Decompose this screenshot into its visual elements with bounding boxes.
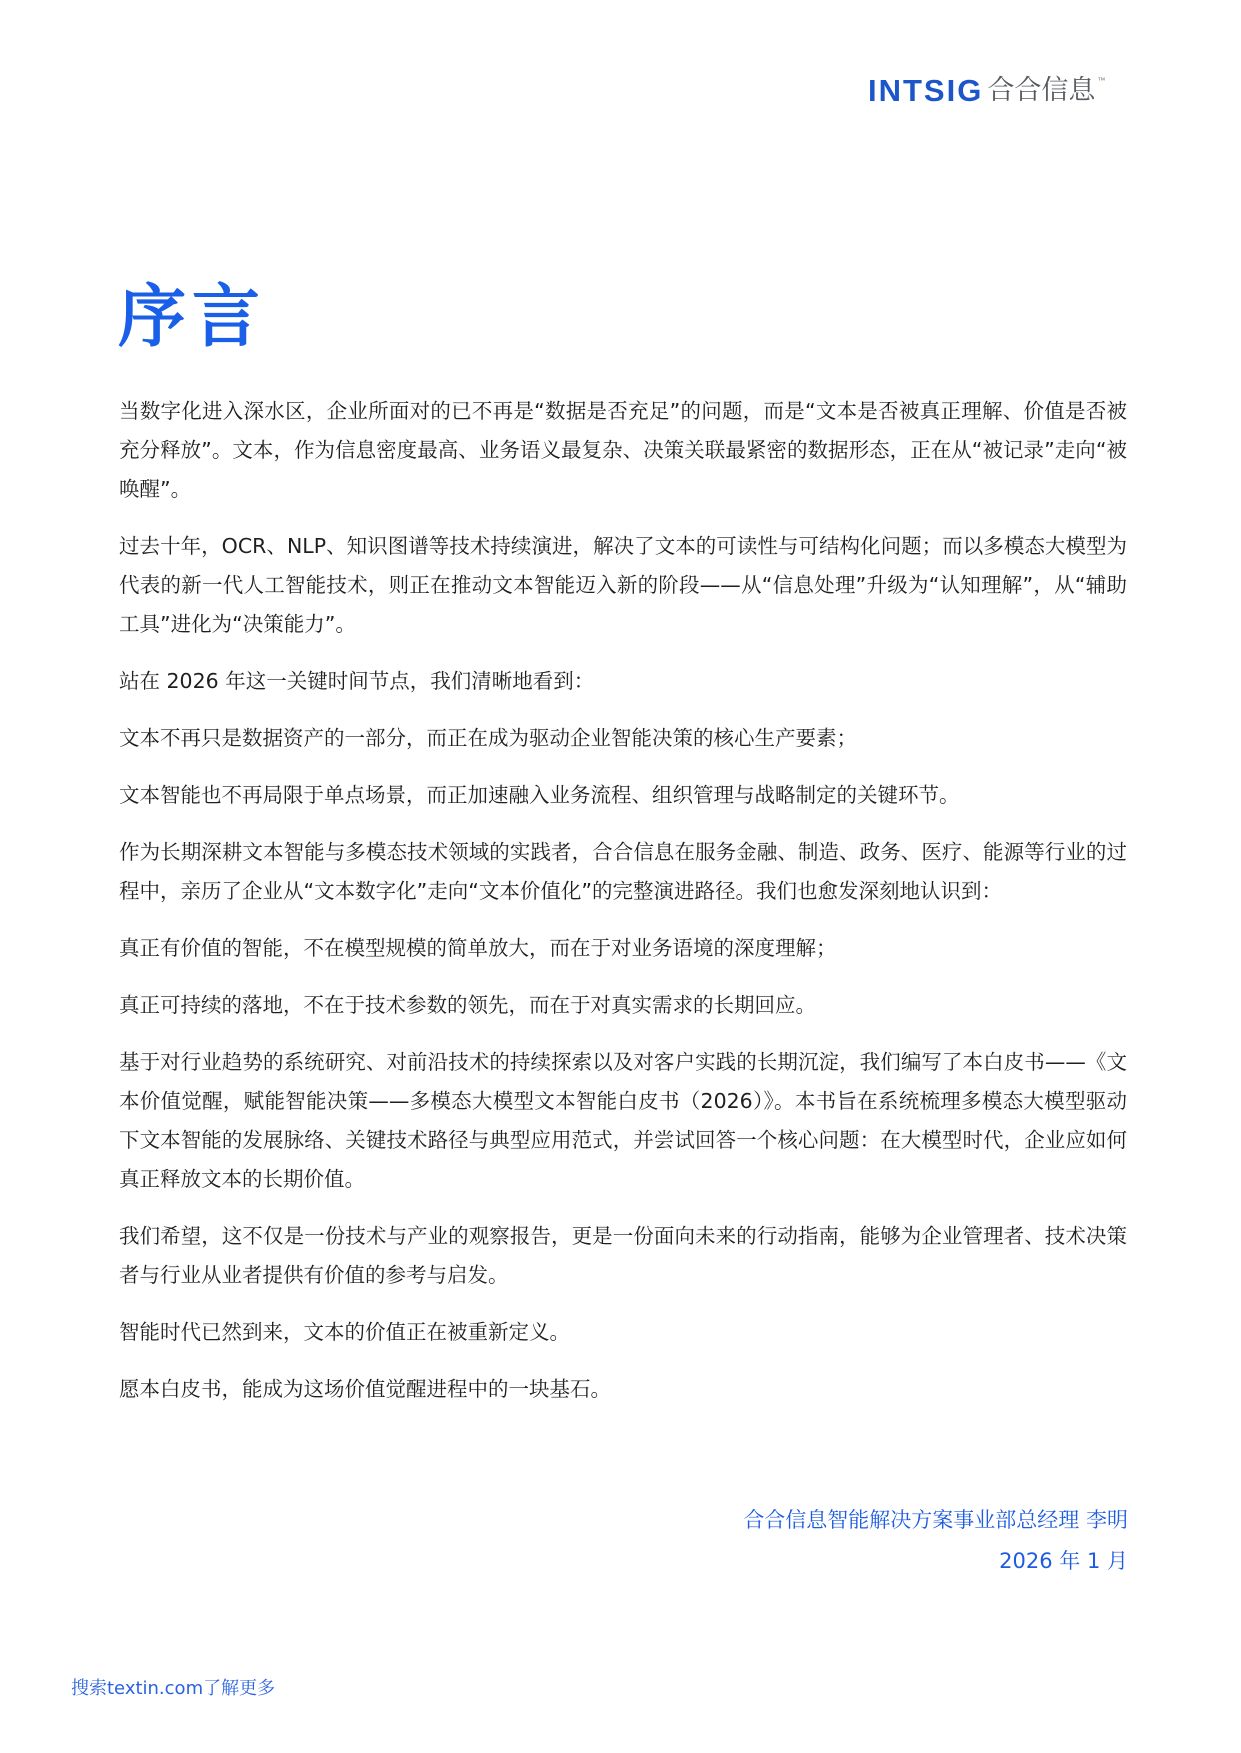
paragraph: 文本不再只是数据资产的一部分，而正在成为驱动企业智能决策的核心生产要素； (119, 726, 857, 750)
paragraph: 文本智能也不再局限于单点场景，而正加速融入业务流程、组织管理与战略制定的关键环节。 (119, 783, 960, 807)
paragraph: 站在 2026 年这一关键时间节点，我们清晰地看到： (119, 669, 595, 693)
page-title: 序言 (118, 277, 267, 357)
paragraph: 智能时代已然到来，文本的价值正在被重新定义。 (119, 1320, 570, 1344)
textin-footer-link[interactable]: 搜索textin.com了解更多 (71, 1678, 276, 1699)
paragraph: 愿本白皮书，能成为这场价值觉醒进程中的一块基石。 (119, 1377, 611, 1401)
paragraph: 当数字化进入深水区，企业所面对的已不再是“数据是否充足”的问题，而是“文本是否被真正理解、价值是否被充分释放”。文本，作为信息密度最高、业务语义最复杂、决策关联最紧密的数据形态，正在从“被记录”走向“被唤醒”。 (119, 399, 1127, 501)
preface-body (119, 392, 1127, 1427)
signature-date: 2026 年 1 月 (999, 1549, 1128, 1573)
paragraph: 我们希望，这不仅是一份技术与产业的观察报告，更是一份面向未来的行动指南，能够为企业管理者、技术决策者与行业从业者提供有价值的参考与启发。 (119, 1224, 1127, 1287)
signature-author: 合合信息智能解决方案事业部总经理 李明 (743, 1508, 1128, 1532)
paragraph: 作为长期深耕文本智能与多模态技术领域的实践者，合合信息在服务金融、制造、政务、医疗、能源等行业的过程中，亲历了企业从“文本数字化”走向“文本价值化”的完整演进路径。我们也愈发深刻地认识到： (119, 840, 1127, 903)
signature-block (743, 1500, 1128, 1582)
paragraph: 真正有价值的智能，不在模型规模的简单放大，而在于对业务语境的深度理解； (119, 936, 837, 960)
paragraph: 真正可持续的落地，不在于技术参数的领先，而在于对真实需求的长期回应。 (119, 993, 816, 1017)
intsig-logo (868, 74, 1105, 108)
paragraph: 基于对行业趋势的系统研究、对前沿技术的持续探索以及对客户实践的长期沉淀，我们编写了本白皮书——《文本价值觉醒，赋能智能决策——多模态大模型文本智能白皮书（2026）》。本书旨在系统梳理多模态大模型驱动下文本智能的发展脉络、关键技术路径与典型应用范式，并尝试回答一个核心问题：在大模型时代，企业应如何真正释放文本的长期价值。 (119, 1050, 1127, 1191)
paragraph: 过去十年，OCR、NLP、知识图谱等技术持续演进，解决了文本的可读性与可结构化问题；而以多模态大模型为代表的新一代人工智能技术，则正在推动文本智能迈入新的阶段——从“信息处理”升级为“认知理解”，从“辅助工具”进化为“决策能力”。 (119, 534, 1127, 636)
trademark-symbol: ™ (1097, 76, 1106, 85)
logo-wordmark-cn: 合合信息 (987, 75, 1096, 106)
logo-wordmark-en: INTSIG (868, 73, 984, 108)
